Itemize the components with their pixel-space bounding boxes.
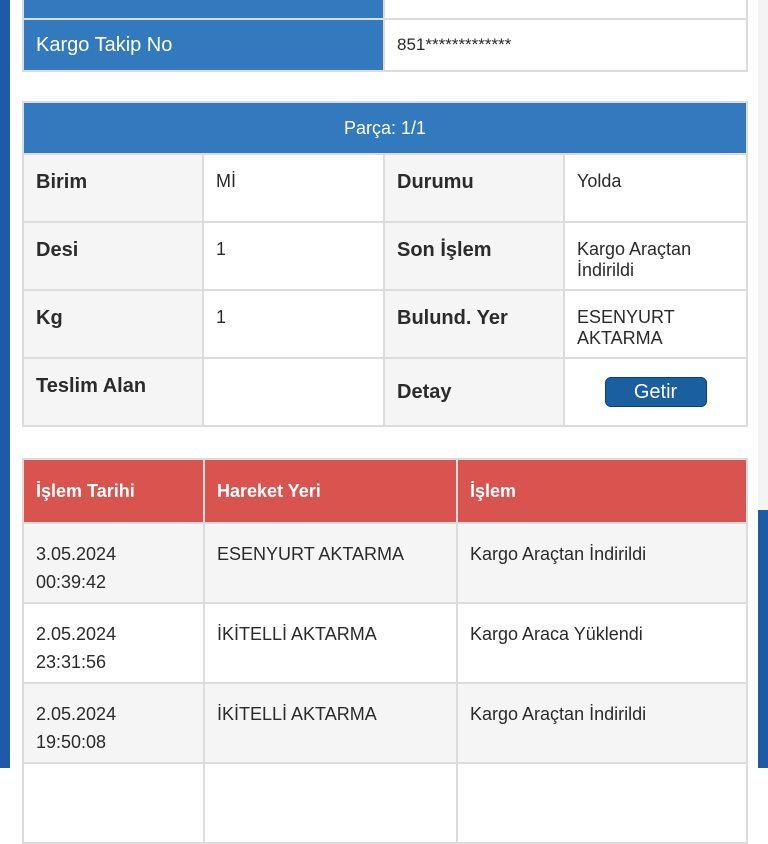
header-hareket-yeri: Hareket Yeri — [204, 459, 457, 523]
table-row — [23, 603, 747, 683]
row-place: İKİTELLİ AKTARMA — [204, 683, 457, 763]
row-date-cell — [23, 763, 204, 843]
birim-value: Mİ — [203, 154, 384, 222]
parcel-detail-table — [22, 101, 748, 427]
movement-header-row — [23, 459, 747, 523]
left-edge-bar — [0, 0, 10, 768]
desi-value: 1 — [203, 222, 384, 290]
kg-value: 1 — [203, 290, 384, 358]
row-action: Kargo Araçtan İndirildi — [457, 683, 747, 763]
son-islem-value: Kargo Araçtan İndirildi — [564, 222, 747, 290]
bulund-yer-label: Bulund. Yer — [384, 290, 564, 358]
desi-label: Desi — [23, 222, 203, 290]
table-row — [23, 683, 747, 763]
row-action: Kargo Araca Yüklendi — [457, 603, 747, 683]
table-row — [23, 523, 747, 603]
table-row — [23, 763, 747, 843]
teslim-alan-value — [203, 358, 384, 426]
tracking-no-label: Kargo Takip No — [23, 19, 384, 71]
row-place — [204, 763, 457, 843]
tracking-no-value: 851************* — [384, 19, 747, 71]
row-date-cell — [23, 523, 204, 603]
birim-label: Birim — [23, 154, 203, 222]
row-place: İKİTELLİ AKTARMA — [204, 603, 457, 683]
row-date: 3.05.2024 — [36, 544, 117, 564]
movement-history-table — [22, 458, 748, 844]
getir-button[interactable]: Getir — [605, 377, 707, 407]
row-time: 19:50:08 — [36, 732, 107, 752]
header-islem: İşlem — [457, 459, 747, 523]
bulund-yer-value: ESENYURT AKTARMA — [564, 290, 747, 358]
row-action: Kargo Araçtan İndirildi — [457, 523, 747, 603]
detay-label: Detay — [384, 358, 564, 426]
row-date: 2.05.2024 — [36, 624, 117, 644]
row-date-cell — [23, 683, 204, 763]
info-row — [23, 0, 747, 19]
row-time: 00:39:42 — [36, 572, 107, 592]
durumu-label: Durumu — [384, 154, 564, 222]
info-row — [23, 19, 747, 71]
detay-cell — [564, 358, 747, 426]
kg-label: Kg — [23, 290, 203, 358]
header-islem-tarihi: İşlem Tarihi — [23, 459, 204, 523]
row-action — [457, 763, 747, 843]
info-value — [384, 0, 747, 19]
row-date-cell — [23, 603, 204, 683]
parcel-title: Parça: 1/1 — [23, 102, 747, 154]
row-date: 2.05.2024 — [36, 704, 117, 724]
row-place: ESENYURT AKTARMA — [204, 523, 457, 603]
info-label — [23, 0, 384, 19]
right-edge-bar — [758, 510, 768, 768]
teslim-alan-label: Teslim Alan — [23, 358, 203, 426]
son-islem-label: Son İşlem — [384, 222, 564, 290]
tracking-info-table — [22, 0, 748, 72]
durumu-value: Yolda — [564, 154, 747, 222]
row-time: 23:31:56 — [36, 652, 107, 672]
